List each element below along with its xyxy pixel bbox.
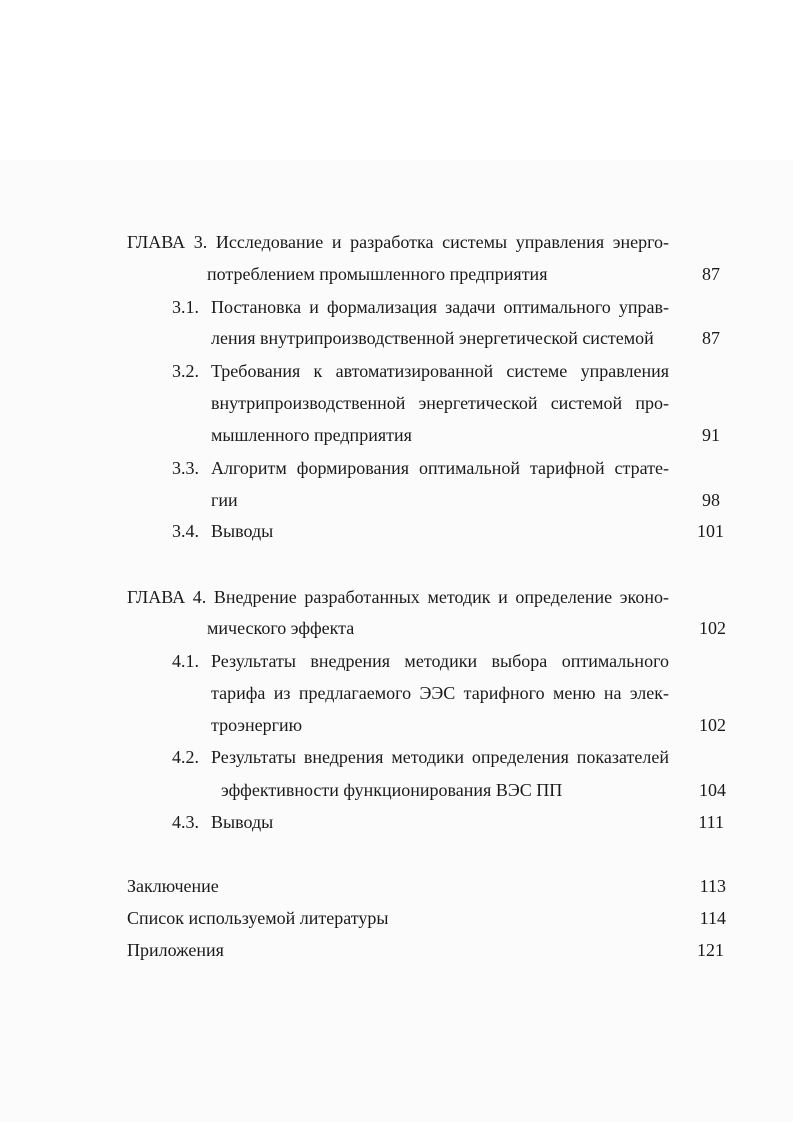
toc-4-1-text3: троэнергию	[211, 715, 303, 735]
toc-4-1-number: 4.1.	[172, 651, 199, 671]
toc-3-2-line1	[0, 356, 793, 386]
toc-ch3-title-line2	[0, 259, 793, 289]
toc-3-3-page: 98	[702, 490, 720, 510]
toc-ch3-title-text2: потреблением промышленного предприятия	[207, 264, 548, 284]
toc-conclusion-title: Заключение	[127, 876, 219, 896]
toc-4-3-text1: Выводы	[211, 812, 274, 832]
toc-4-1-line2	[0, 678, 793, 708]
toc-4-1-text2: тарифа из предлагаемого ЭЭС тарифного меню на элек-	[211, 683, 669, 703]
toc-4-2-text1: Результаты внедрения методики определения показателей	[211, 747, 669, 767]
toc-3-1-text1: Постановка и формализация задачи оптимального управ-	[211, 297, 669, 317]
toc-3-1-page: 87	[702, 328, 720, 348]
toc-3-3-line1	[0, 453, 793, 483]
toc-4-2-number: 4.2.	[172, 747, 199, 767]
toc-3-3-text2: гии	[211, 490, 238, 510]
toc-references-page: 114	[699, 908, 726, 928]
toc-appendices	[0, 935, 793, 965]
toc-3-4-line1	[0, 516, 793, 546]
toc-4-1-page: 102	[699, 715, 726, 735]
toc-ch4-title-text1: ГЛАВА 4. Внедрение разработанных методик и определение эконо-	[127, 587, 669, 607]
toc-4-2-line2	[0, 775, 793, 805]
toc-3-2-number: 3.2.	[172, 361, 199, 381]
toc-3-3-text1: Алгоритм формирования оптимальной тарифной страте-	[211, 458, 669, 478]
toc-3-3-line2	[0, 485, 793, 515]
toc-3-1-line1	[0, 292, 793, 322]
toc-3-1-line2	[0, 323, 793, 353]
toc-3-2-text2: внутрипроизводственной энергетической системой про-	[211, 393, 669, 413]
toc-ch4-page: 102	[699, 618, 726, 638]
toc-3-1-number: 3.1.	[172, 297, 199, 317]
toc-ch4-title-line2	[0, 613, 793, 643]
toc-references-title: Список используемой литературы	[127, 908, 389, 928]
toc-4-2-text2: эффективности функционирования ВЭС ПП	[221, 780, 563, 800]
toc-3-4-number: 3.4.	[172, 521, 199, 541]
toc-ch4-title-text2: мического эффекта	[207, 618, 355, 638]
toc-4-1-line3	[0, 710, 793, 740]
toc-ch4-title-line1	[0, 582, 793, 612]
toc-ch3-page: 87	[702, 264, 720, 284]
toc-3-2-page: 91	[702, 425, 720, 445]
toc-3-3-number: 3.3.	[172, 458, 199, 478]
toc-4-3-line1	[0, 807, 793, 837]
toc-4-3-page: 111	[698, 812, 724, 832]
toc-4-3-number: 4.3.	[172, 812, 199, 832]
toc-3-4-text1: Выводы	[211, 521, 274, 541]
toc-conclusion	[0, 871, 793, 901]
toc-4-2-page: 104	[699, 780, 726, 800]
toc-ch3-title-text1: ГЛАВА 3. Исследование и разработка системы управления энерго-	[127, 232, 669, 252]
toc-3-2-line2	[0, 388, 793, 418]
toc-3-2-text1: Требования к автоматизированной системе управления	[211, 361, 669, 381]
toc-conclusion-page: 113	[699, 876, 726, 896]
toc-4-1-text1: Результаты внедрения методики выбора оптимального	[211, 651, 669, 671]
toc-3-2-line3	[0, 420, 793, 450]
toc-references	[0, 903, 793, 933]
toc-4-1-line1	[0, 646, 793, 676]
toc-appendices-title: Приложения	[127, 940, 224, 960]
toc-ch3-title-line1	[0, 227, 793, 257]
toc-3-2-text3: мышленного предприятия	[211, 425, 412, 445]
toc-4-2-line1	[0, 742, 793, 772]
toc-appendices-page: 121	[697, 940, 724, 960]
toc-3-1-text2: ления внутрипроизводственной энергетической системой	[211, 328, 654, 348]
toc-3-4-page: 101	[697, 521, 724, 541]
